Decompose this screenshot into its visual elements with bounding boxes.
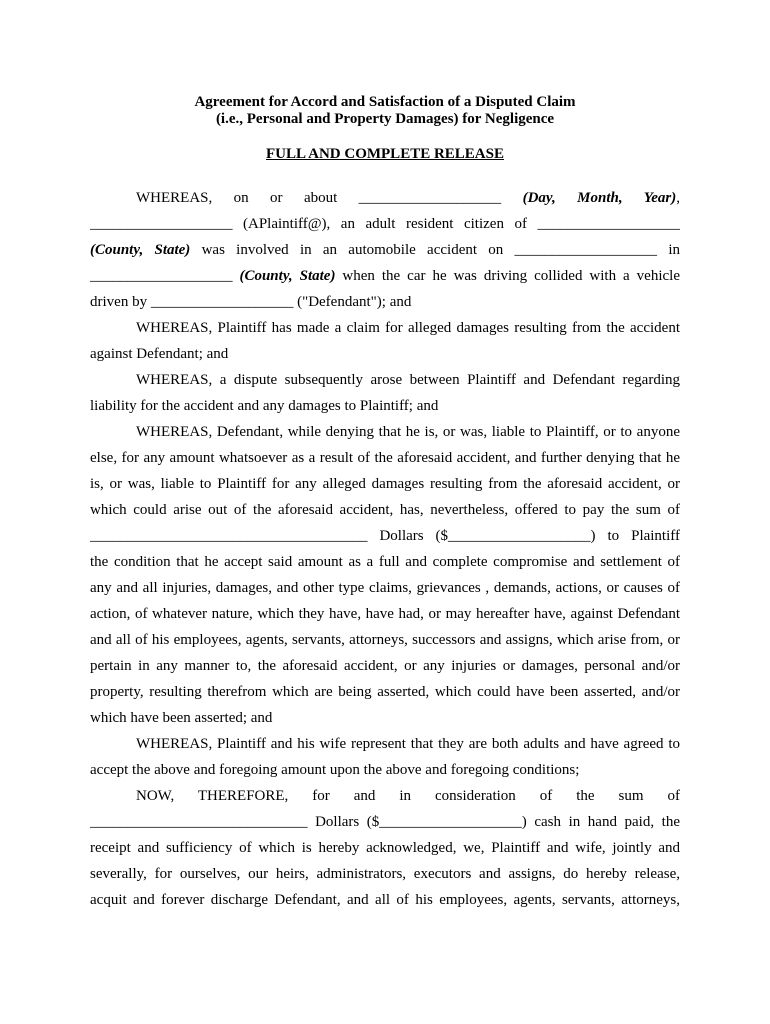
text-segment: which could arise out of the aforesaid accident, has, nevertheless, offered to pay the sum of	[90, 502, 680, 518]
document-body	[90, 185, 680, 913]
paragraph	[90, 731, 680, 783]
placeholder-hint: (County, State)	[239, 268, 336, 284]
text-segment: and all of his employees, agents, servants, attorneys, successors and assigns, which arise from, or	[90, 632, 680, 648]
text-segment: else, for any amount whatsoever as a result of the aforesaid accident, and further denying that he	[90, 450, 680, 466]
document-title-line-1: Agreement for Accord and Satisfaction of a Disputed Claim	[194, 94, 576, 110]
paragraph	[90, 783, 680, 913]
text-line	[90, 263, 680, 289]
text-line	[90, 315, 680, 341]
text-line	[90, 289, 680, 315]
text-segment: the condition that he accept said amount as a full and complete compromise and settlement of	[90, 554, 680, 570]
placeholder-hint: (County, State)	[90, 242, 191, 258]
paragraph	[90, 315, 680, 367]
paragraph	[90, 367, 680, 419]
text-segment: receipt and sufficiency of which is hereby acknowledged, we, Plaintiff and wife, jointly and	[90, 840, 680, 856]
text-segment: WHEREAS, Plaintiff has made a claim for alleged damages resulting from the accident	[136, 320, 680, 336]
text-line	[90, 445, 680, 471]
text-line	[90, 393, 680, 419]
text-line	[90, 809, 680, 835]
text-segment: acquit and forever discharge Defendant, and all of his employees, agents, servants, attorneys,	[90, 892, 680, 908]
text-segment: any and all injuries, damages, and other type claims, grievances , demands, actions, or causes of	[90, 580, 680, 596]
text-segment: ,	[676, 190, 680, 206]
text-segment: liability for the accident and any damages to Plaintiff; and	[90, 398, 439, 414]
text-segment: was involved in an automobile accident on ___________________ in	[190, 242, 680, 258]
text-segment: _____________________________ Dollars ($___________________) cash in hand paid, the	[90, 814, 680, 830]
text-line	[90, 653, 680, 679]
text-segment: property, resulting therefrom which are being asserted, which could have been asserted, and/or	[90, 684, 680, 700]
text-segment: which have been asserted; and	[90, 710, 273, 726]
text-line	[90, 861, 680, 887]
text-line	[90, 679, 680, 705]
text-segment: driven by ___________________ ("Defendant"); and	[90, 294, 412, 310]
release-heading: FULL AND COMPLETE RELEASE	[266, 146, 504, 162]
text-line	[90, 549, 680, 575]
text-segment: ___________________ (APlaintiff@), an adult resident citizen of ___________________	[90, 216, 680, 232]
text-segment: WHEREAS, Plaintiff and his wife represent that they are both adults and have agreed to	[136, 736, 680, 752]
text-segment: severally, for ourselves, our heirs, administrators, executors and assigns, do hereby release,	[90, 866, 680, 882]
text-line	[90, 887, 680, 913]
text-line	[90, 341, 680, 367]
text-segment: WHEREAS, a dispute subsequently arose between Plaintiff and Defendant regarding	[136, 372, 680, 388]
text-line	[90, 575, 680, 601]
text-line	[90, 497, 680, 523]
text-segment: WHEREAS, Defendant, while denying that he is, or was, liable to Plaintiff, or to anyone	[136, 424, 680, 440]
text-line	[90, 705, 680, 731]
placeholder-hint: (Day, Month, Year)	[522, 190, 677, 206]
text-segment: ___________________	[90, 268, 240, 284]
text-line	[90, 237, 680, 263]
text-segment: accept the above and foregoing amount upon the above and foregoing conditions;	[90, 762, 580, 778]
text-line	[90, 835, 680, 861]
text-line	[90, 211, 680, 237]
text-segment: _____________________________________ Dollars ($___________________) to Plaintiff	[90, 528, 680, 544]
text-segment: when the car he was driving collided with a vehicle	[335, 268, 680, 284]
text-line	[90, 627, 680, 653]
text-line	[90, 783, 680, 809]
text-line	[90, 367, 680, 393]
text-line	[90, 601, 680, 627]
text-segment: is, or was, liable to Plaintiff for any alleged damages resulting from the aforesaid accident, or	[90, 476, 680, 492]
document-title-line-2: (i.e., Personal and Property Damages) for Negligence	[215, 111, 555, 127]
text-line	[90, 419, 680, 445]
text-segment: NOW, THEREFORE, for and in consideration of the sum of	[136, 788, 680, 804]
paragraph	[90, 419, 680, 731]
text-line	[90, 523, 680, 549]
text-line	[90, 185, 680, 211]
text-line	[90, 731, 680, 757]
text-segment: action, of whatever nature, which they have, have had, or may hereafter have, against Defendant	[90, 606, 680, 622]
paragraph	[90, 185, 680, 315]
text-line	[90, 471, 680, 497]
text-segment: pertain in any manner to, the aforesaid accident, or any injuries or damages, personal and/or	[90, 658, 680, 674]
text-segment: against Defendant; and	[90, 346, 229, 362]
text-segment: WHEREAS, on or about ___________________	[136, 190, 523, 206]
text-line	[90, 757, 680, 783]
